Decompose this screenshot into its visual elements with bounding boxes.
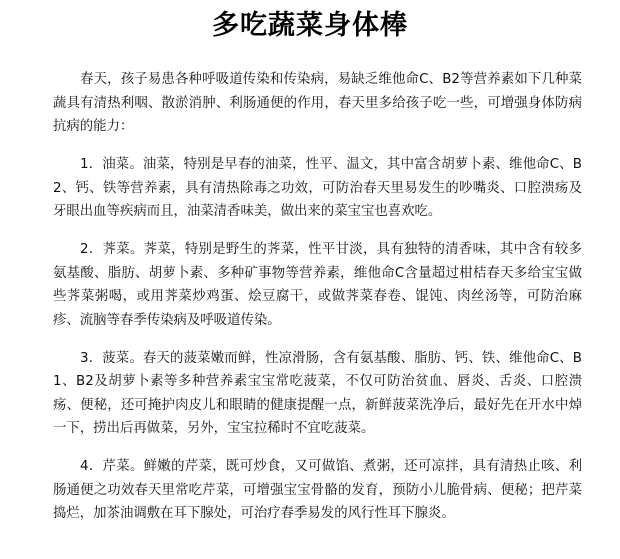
- list-item-rapeseed: 1．油菜。油菜，特别是早春的油菜，性平、温文，其中富含胡萝卜素、维他命C、B2、钙、铁等营养素，具有清热除毒之功效，可防治春天里易发生的吵嘴炎、口腔溃疡及牙眼出血等疾病而且，油菜清香味美，做出来的菜宝宝也喜欢吃。: [53, 157, 582, 219]
- intro-paragraph: 春天，孩子易患各种呼吸道传染和传染病，易缺乏维他命C、B2等营养素如下几种菜蔬具有清热利咽、散淤消肿、利肠通便的作用，春天里多给孩子吃一些，可增强身体防病抗病的能力：: [53, 72, 582, 134]
- list-item-shepherds-purse: 2．荠菜。荠菜，特别是野生的荠菜，性平甘淡，具有独特的清香味，其中含有较多氨基酸、脂肪、胡萝卜素、多种矿事物等营养素，维他命C含量超过柑桔春天多给宝宝做些荠菜粥喝，或用荠菜炒鸡蛋、烩豆腐干，或做荠菜春卷、馄饨、肉丝汤等，可防治麻疹、流脑等春季传染病及呼吸道传染。: [53, 242, 582, 328]
- list-item-celery: 4．芹菜。鲜嫩的芹菜，既可炒食，又可做馅、煮粥，还可凉拌，具有清热止咳、利肠通便之功效春天里常吃芹菜，可增强宝宝骨骼的发育，预防小儿脆骨病、便秘；把芹菜捣烂，加茶油调敷在耳下腺处，可治疗春季易发的风行性耳下腺炎。: [53, 459, 582, 521]
- list-item-spinach: 3．菠菜。春天的菠菜嫩而鲜，性凉滑肠，含有氨基酸、脂肪、钙、铁、维他命C、B1、B2及胡萝卜素等多种营养素宝宝常吃菠菜，不仅可防治贫血、唇炎、舌炎、口腔溃疡、便秘，还可掩护肉皮儿和眼睛的健康提醒一点，新鲜菠菜洗净后，最好先在开水中焯一下，捞出后再做菜，另外，宝宝拉稀时不宜吃菠菜。: [53, 350, 582, 436]
- page-title: 多吃蔬菜身体棒: [212, 10, 408, 41]
